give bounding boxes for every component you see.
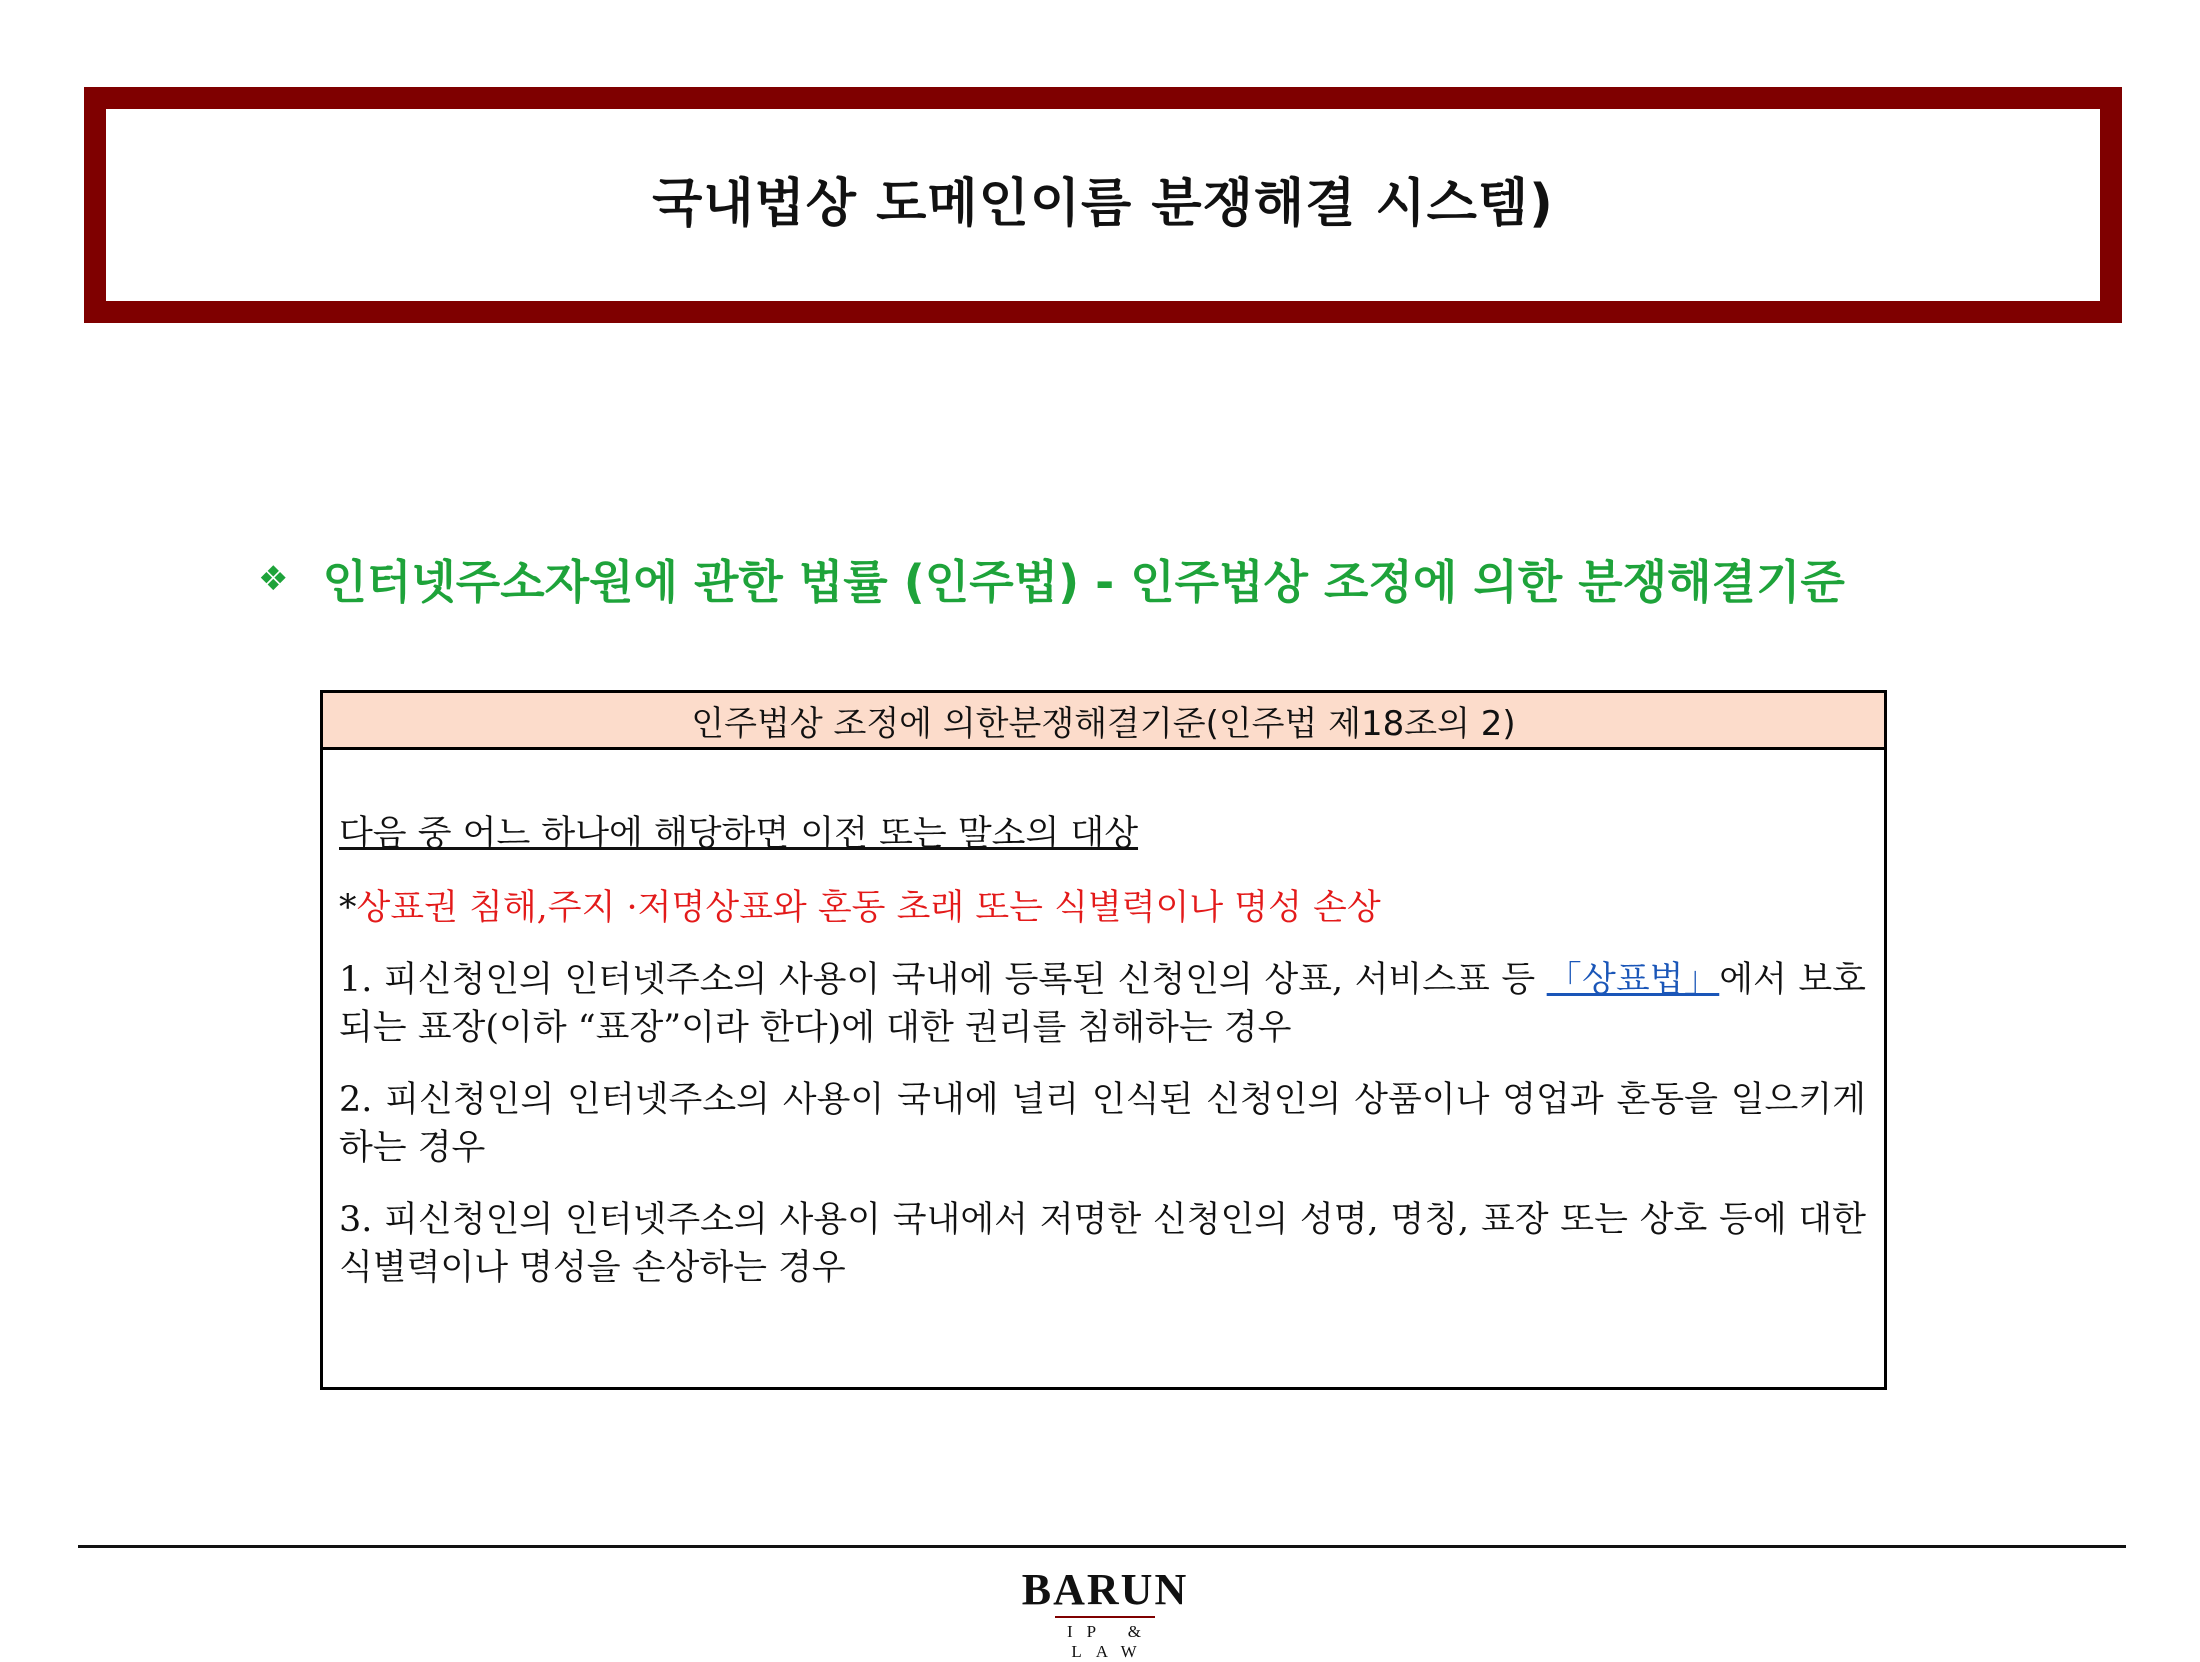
criteria-item-3: 3. 피신청인의 인터넷주소의 사용이 국내에서 저명한 신청인의 성명, 명칭, 표장 또는 상호 등에 대한 식별력이나 명성을 손상하는 경우 <box>339 1200 1866 1288</box>
title-frame <box>84 87 2122 323</box>
criteria-box <box>320 690 1887 1390</box>
logo-sub-text: IP & LAW <box>1067 1622 1155 1661</box>
item1-text-after: 에서 보호되는 표장(이하 “표장”이라 한다)에 대한 권리를 침해하는 경우 <box>339 960 1866 1048</box>
logo-underline <box>1055 1616 1155 1618</box>
criteria-body <box>323 750 1884 1292</box>
criteria-item-2: 2. 피신청인의 인터넷주소의 사용이 국내에 널리 인식된 신청인의 상품이나 영업과 혼동을 일으키게 하는 경우 <box>339 1080 1866 1168</box>
criteria-item-1 <box>339 956 1866 1052</box>
logo-main-text: BARUN <box>1021 1565 1189 1614</box>
trademark-law-link[interactable]: 「상표법」 <box>1546 960 1720 1000</box>
asterisk-marker: * <box>339 888 357 928</box>
item1-text-before: 1. 피신청인의 인터넷주소의 사용이 국내에 등록된 신청인의 상표, 서비스표 등 <box>339 960 1547 1000</box>
slide-title: 국내법상 도메인이름 분쟁해결 시스템) <box>652 173 1554 234</box>
criteria-intro: 다음 중 어느 하나에 해당하면 이전 또는 말소의 대상 <box>339 814 1139 854</box>
criteria-highlight: 상표권 침해,주지 ·저명상표와 혼동 초래 또는 식별력이나 명성 손상 <box>356 888 1381 928</box>
section-subtitle <box>258 546 1845 612</box>
subtitle-text: 인터넷주소자원에 관한 법률 (인주법) - 인주법상 조정에 의한 분쟁해결기준 <box>322 555 1845 609</box>
barun-logo <box>1010 1565 1200 1662</box>
criteria-header: 인주법상 조정에 의한분쟁해결기준(인주법 제18조의 2) <box>323 693 1884 750</box>
criteria-highlight-line <box>339 884 1866 932</box>
footer-divider <box>78 1545 2126 1548</box>
diamond-bullet-icon: ❖ <box>258 559 289 599</box>
